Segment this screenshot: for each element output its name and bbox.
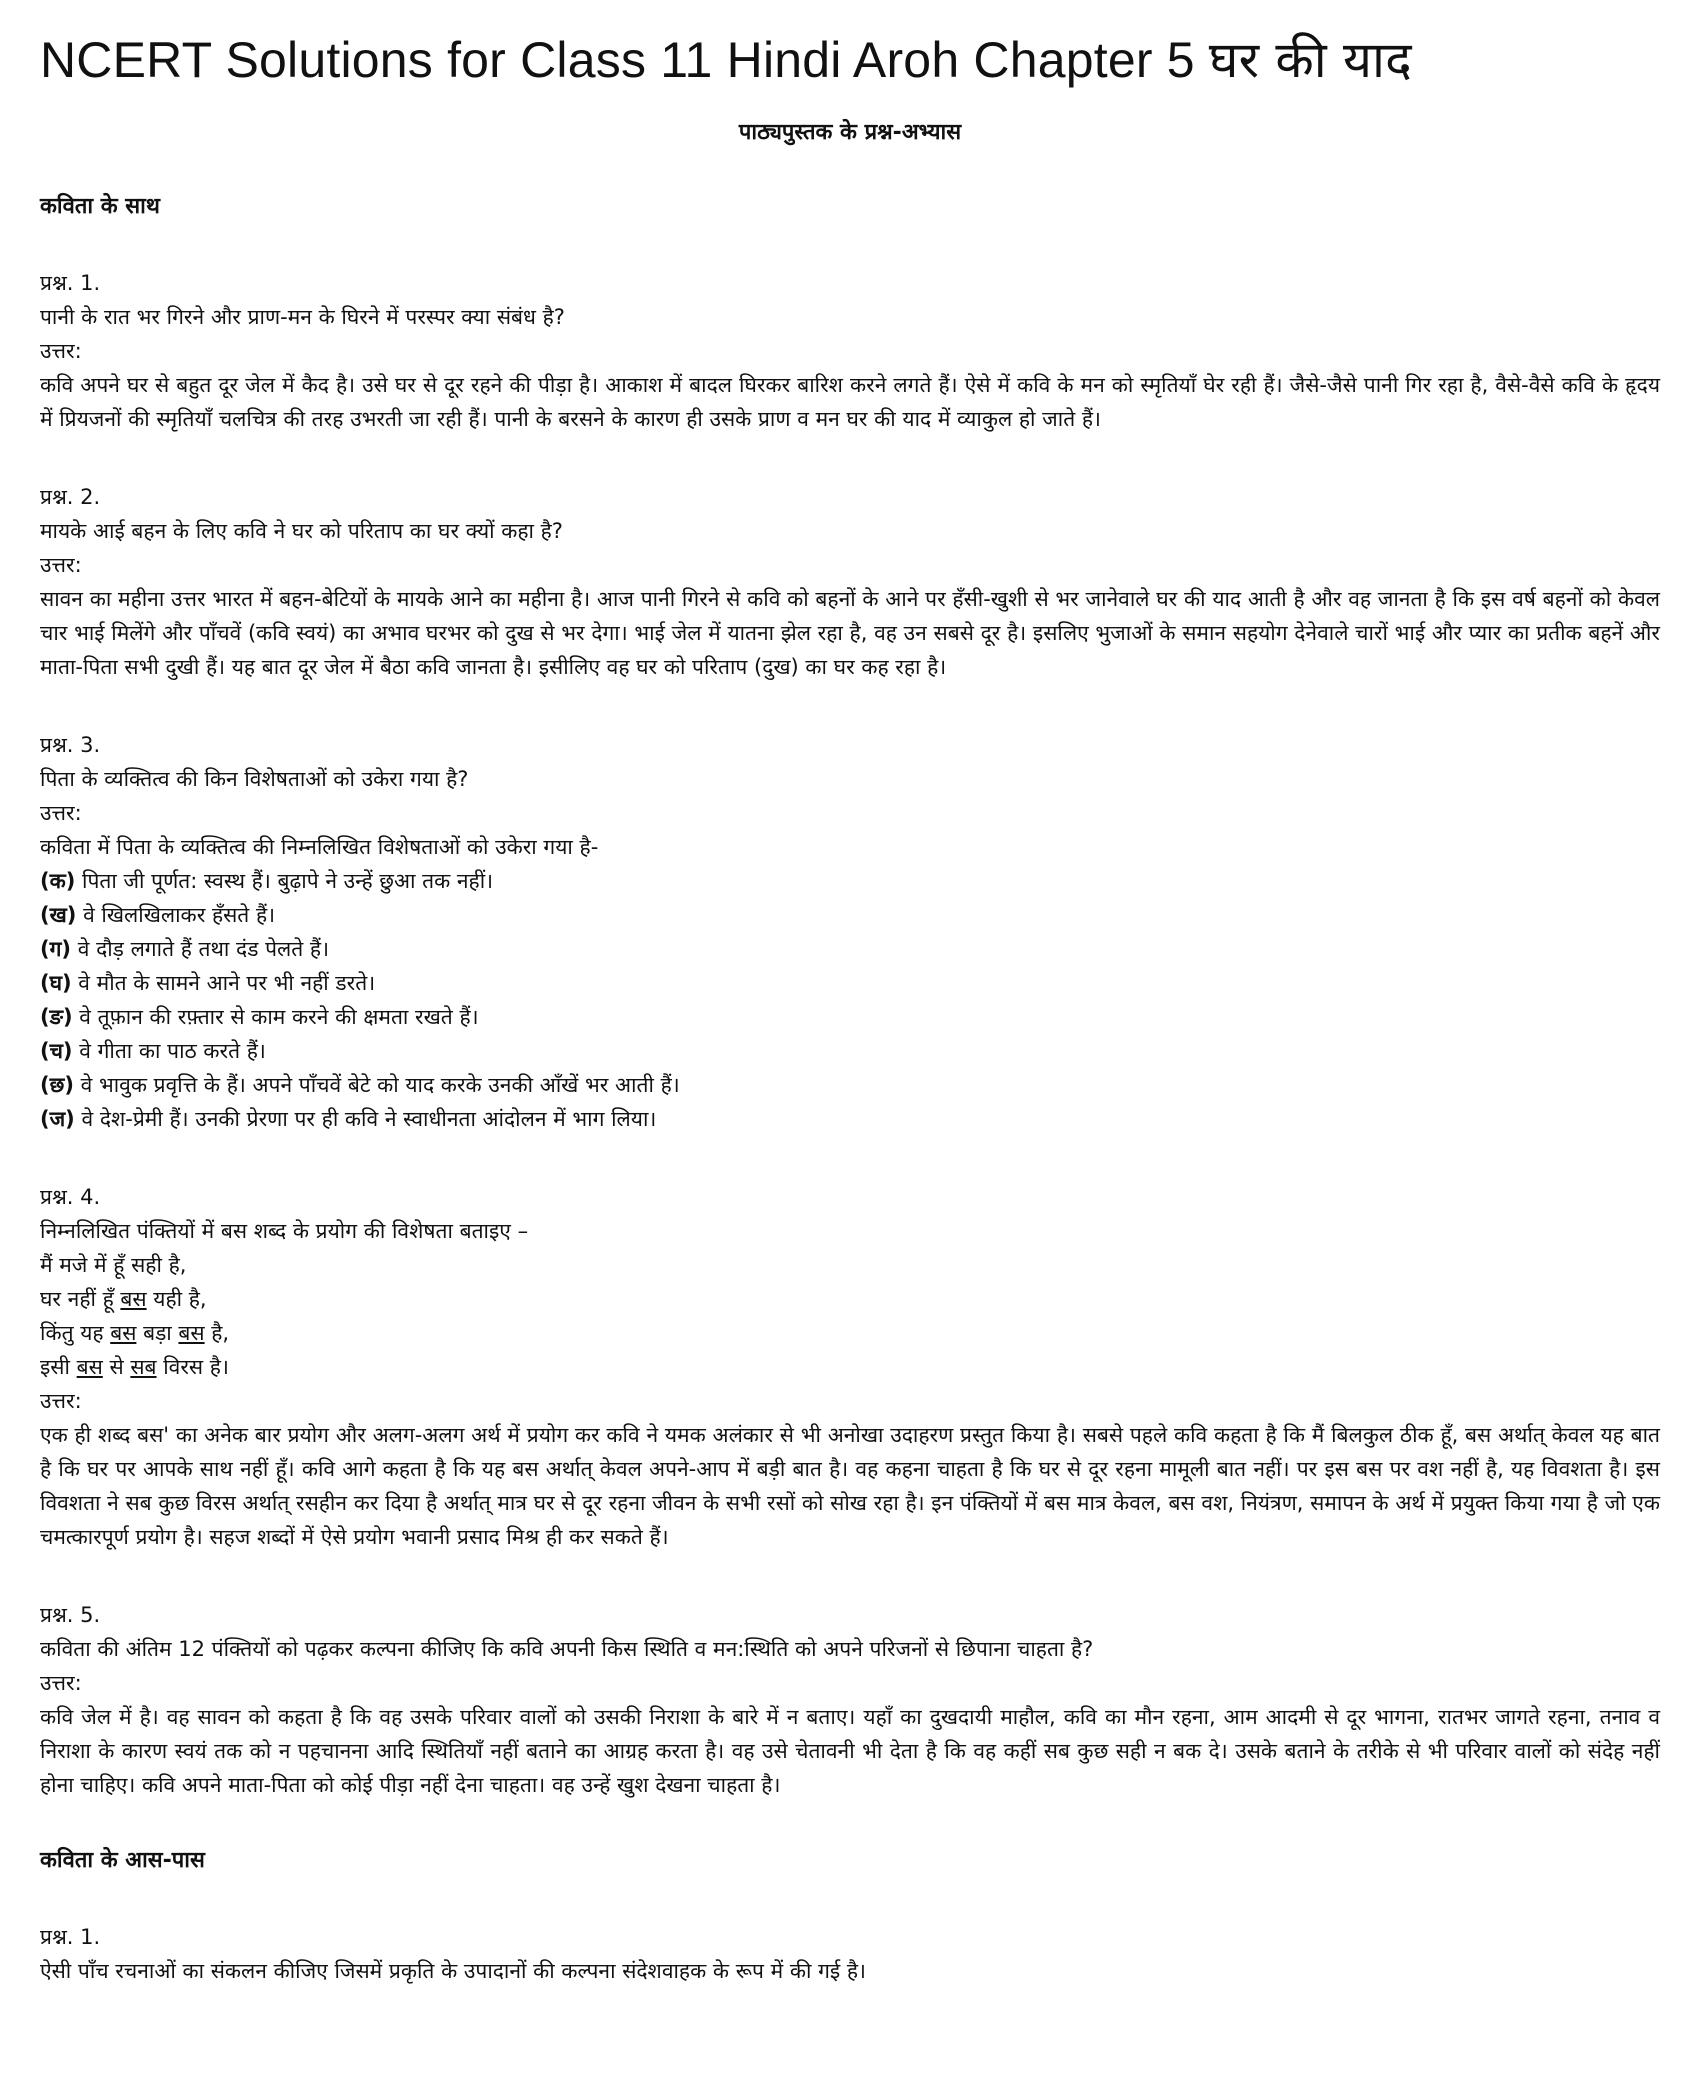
list-item xyxy=(40,1034,1660,1068)
question-block-s2-1 xyxy=(40,1920,1660,1988)
answer-text: एक ही शब्द बस' का अनेक बार प्रयोग और अलग-अलग अर्थ में प्रयोग कर कवि ने यमक अलंकार से भी अनोखा उदाहरण प्रस्तुत किया है। सबसे पहले कवि कहता है कि मैं बिलकुल ठीक हूँ, बस अर्थात् केवल यह बात है कि घर पर आपके साथ नहीं हूँ। कवि आगे कहता है कि यह बस अर्थात् केवल अपने-आप में बड़ी बात है। वह कहना चाहता है कि घर से दूर रहना मामूली बात नहीं। पर इस बस पर वश नहीं है, यह विवशता है। इस विवशता ने सब कुछ विरस अर्थात् रसहीन कर दिया है अर्थात् मात्र घर से दूर रहना जीवन के सभी रसों को सोख रहा है। इन पंक्तियों में बस मात्र केवल, बस वश, नियंत्रण, समापन के अर्थ में प्रयुक्त किया गया है जो एक चमत्कारपूर्ण प्रयोग है। सहज शब्दों में ऐसे प्रयोग भवानी प्रसाद मिश्र ही कर सकते हैं। xyxy=(40,1423,1661,1549)
question-block-4 xyxy=(40,1180,1660,1554)
list-item xyxy=(40,1000,1660,1034)
question-number: प्रश्न. 3. xyxy=(40,733,101,757)
question-number: प्रश्न. 2. xyxy=(40,485,101,509)
list-item xyxy=(40,1102,1660,1136)
poem-line-1: मैं मजे में हूँ सही है, xyxy=(40,1253,187,1277)
list-item-text: वे तूफ़ान की रफ़्तार से काम करने की क्षमता रखते हैं। xyxy=(79,1005,479,1029)
list-item xyxy=(40,932,1660,966)
list-item-text: वे खिलखिलाकर हँसते हैं। xyxy=(83,903,276,927)
list-marker: (ग) xyxy=(40,937,72,961)
section-heading-kavita-ke-saath: कविता के साथ xyxy=(40,194,160,219)
question-text: कविता की अंतिम 12 पंक्तियों को पढ़कर कल्पना कीजिए कि कवि अपनी किस स्थिति व मन:स्थिति को अपने परिजनों से छिपाना चाहता है? xyxy=(40,1637,1094,1661)
answer-text: कवि जेल में है। वह सावन को कहता है कि वह उसके परिवार वालों को उसकी निराशा के बारे में न बताए। यहाँ का दुखदायी माहौल, कवि का मौन रहना, आम आदमी से दूर भागना, रातभर जागते रहना, तनाव व निराशा के कारण स्वयं तक को न पहचानना आदि स्थितियाँ नहीं बताने का आग्रह करता है। वह उसे चेतावनी भी देता है कि वह कहीं सब कुछ सही न बक दे। उसके बताने के तरीके से भी परिवार वालों को संदेह नहीं होना चाहिए। कवि अपने माता-पिता को कोई पीड़ा नहीं देना चाहता। वह उन्हें खुश देखना चाहता है। xyxy=(40,1705,1660,1797)
underlined-word: बस xyxy=(120,1287,147,1311)
answer-label: उत्तर: xyxy=(40,339,82,363)
poem-text: से xyxy=(102,1355,131,1379)
list-item-text: वे मौत के सामने आने पर भी नहीं डरते। xyxy=(78,971,376,995)
question-block-1 xyxy=(40,266,1660,436)
poem-text: इसी xyxy=(40,1355,77,1379)
question-number: प्रश्न. 5. xyxy=(40,1603,101,1627)
question-text: निम्नलिखित पंक्तियों में बस शब्द के प्रयोग की विशेषता बताइए – xyxy=(40,1219,529,1243)
answer-text: सावन का महीना उत्तर भारत में बहन-बेटियों के मायके आने का महीना है। आज पानी गिरने से कवि को बहनों के आने पर हँसी-खुशी से भर जानेवाले घर की याद आती है और वह जानता है कि इस वर्ष बहनों को केवल चार भाई मिलेंगे और पाँचवें (कवि स्वयं) का अभाव घरभर को दुख से भर देगा। भाई जेल में यातना झेल रहा है, वह उन सबसे दूर है। इसलिए भुजाओं के समान सहयोग देनेवाले चारों भाई और प्यार का प्रतीक बहनें और माता-पिता सभी दुखी हैं। यह बात दूर जेल में बैठा कवि जानता है। इसीलिए वह घर को परिताप (दुख) का घर कह रहा है। xyxy=(40,587,1660,679)
answer-text: कवि अपने घर से बहुत दूर जेल में कैद है। उसे घर से दूर रहने की पीड़ा है। आकाश में बादल घिरकर बारिश करने लगते हैं। ऐसे में कवि के मन को स्मृतियाँ घेर रही हैं। जैसे-जैसे पानी गिर रहा है, वैसे-वैसे कवि के हृदय में प्रियजनों की स्मृतियाँ चलचित्र की तरह उभरती जा रही हैं। पानी के बरसने के कारण ही उसके प्राण व मन घर की याद में व्याकुल हो जाते हैं। xyxy=(40,373,1660,431)
page-subtitle: पाठ्यपुस्तक के प्रश्न-अभ्यास xyxy=(738,120,962,145)
list-item-text: वे भावुक प्रवृत्ति के हैं। अपने पाँचवें बेटे को याद करके उनकी आँखें भर आती हैं। xyxy=(80,1073,680,1097)
list-item xyxy=(40,1068,1660,1102)
question-block-5 xyxy=(40,1598,1660,1802)
list-item xyxy=(40,898,1660,932)
answer-label: उत्तर: xyxy=(40,1389,82,1413)
list-marker: (ङ) xyxy=(40,1005,73,1029)
poem-text: किंतु यह xyxy=(40,1321,111,1345)
answer-label: उत्तर: xyxy=(40,1671,82,1695)
poem-text: यही है, xyxy=(146,1287,207,1311)
answer-label: उत्तर: xyxy=(40,801,82,825)
underlined-word: सब xyxy=(130,1355,157,1379)
list-item-text: वे गीता का पाठ करते हैं। xyxy=(79,1039,266,1063)
underlined-word: बस xyxy=(178,1321,205,1345)
list-marker: (घ) xyxy=(40,971,72,995)
poem-line-3 xyxy=(40,1316,1660,1350)
list-marker: (ज) xyxy=(40,1107,75,1131)
page-title xyxy=(40,28,1660,92)
poem-text: बड़ा xyxy=(136,1321,179,1345)
section-heading-kavita-ke-aas-paas: कविता के आस-पास xyxy=(40,1848,205,1873)
list-item-text: पिता जी पूर्णत: स्वस्थ हैं। बुढ़ापे ने उन्हें छुआ तक नहीं। xyxy=(82,869,494,893)
list-item xyxy=(40,864,1660,898)
list-item-text: वे दौड़ लगाते हैं तथा दंड पेलते हैं। xyxy=(77,937,330,961)
poem-text: विरस है। xyxy=(156,1355,229,1379)
list-item-text: वे देश-प्रेमी हैं। उनकी प्रेरणा पर ही कवि ने स्वाधीनता आंदोलन में भाग लिया। xyxy=(81,1107,657,1131)
question-block-3 xyxy=(40,728,1660,1136)
question-text: मायके आई बहन के लिए कवि ने घर को परिताप का घर क्यों कहा है? xyxy=(40,519,563,543)
answer-label: उत्तर: xyxy=(40,553,82,577)
question-text: ऐसी पाँच रचनाओं का संकलन कीजिए जिसमें प्रकृति के उपादानों की कल्पना संदेशवाहक के रूप में की गई है। xyxy=(40,1959,867,1983)
underlined-word: बस xyxy=(110,1321,137,1345)
question-number: प्रश्न. 4. xyxy=(40,1185,101,1209)
question-text: पानी के रात भर गिरने और प्राण-मन के घिरने में परस्पर क्या संबंध है? xyxy=(40,305,565,329)
list-marker: (च) xyxy=(40,1039,73,1063)
list-marker: (छ) xyxy=(40,1073,74,1097)
page-title-english: NCERT Solutions for Class 11 Hindi Aroh Chapter 5 xyxy=(40,32,1195,88)
answer-intro: कविता में पिता के व्यक्तित्व की निम्नलिखित विशेषताओं को उकेरा गया है- xyxy=(40,835,599,859)
list-marker: (ख) xyxy=(40,903,77,927)
question-number: प्रश्न. 1. xyxy=(40,1925,101,1949)
question-number: प्रश्न. 1. xyxy=(40,271,101,295)
question-block-2 xyxy=(40,480,1660,684)
list-marker: (क) xyxy=(40,869,76,893)
poem-line-4 xyxy=(40,1350,1660,1384)
poem-text: है, xyxy=(204,1321,230,1345)
poem-text: घर नहीं हूँ xyxy=(40,1287,121,1311)
poem-line-2 xyxy=(40,1282,1660,1316)
page-title-hindi: घर की याद xyxy=(1208,31,1412,89)
list-item xyxy=(40,966,1660,1000)
question-text: पिता के व्यक्तित्व की किन विशेषताओं को उकेरा गया है? xyxy=(40,767,469,791)
underlined-word: बस xyxy=(76,1355,103,1379)
